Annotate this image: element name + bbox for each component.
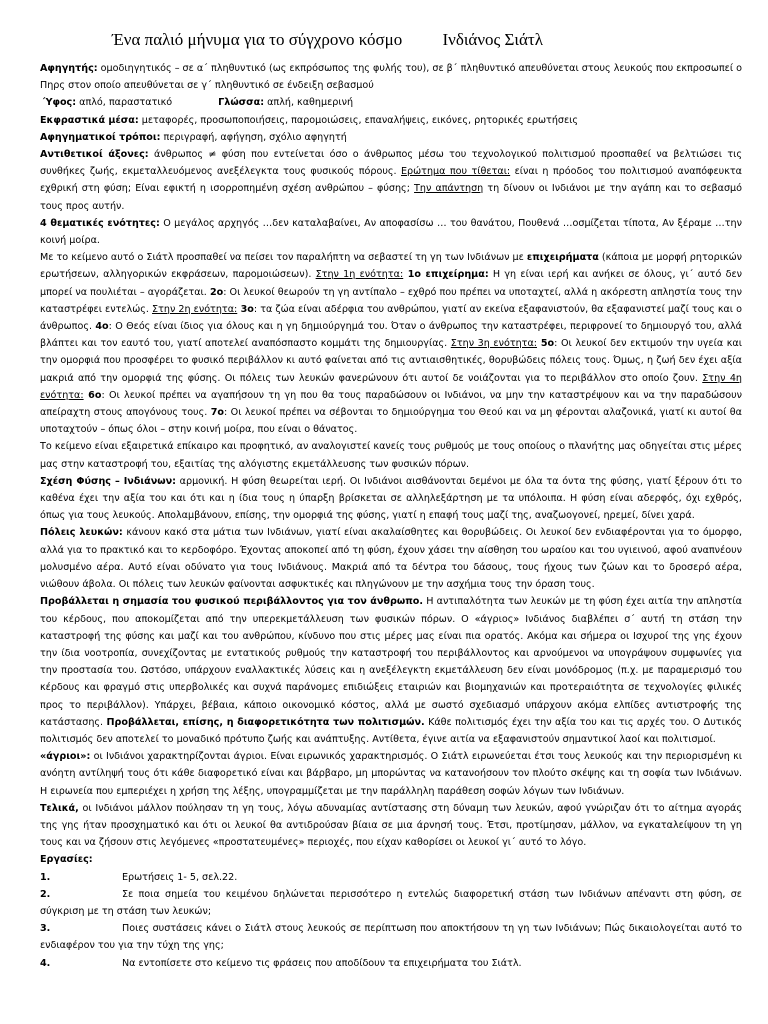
tasks-list xyxy=(40,869,742,972)
document-title xyxy=(40,28,742,52)
title-text: Ένα παλιό μήνυμα για το σύγχρονο κόσμο xyxy=(112,30,403,49)
argument-7-text: : Οι λευκοί πρέπει να σέβονται το δημιούργημα του Θεού και να μη φέρονται αλαζονικά, γιατί κι αυτοί θα υποταχτούν – όπως όλοι – στην κοινή μοίρα, που είναι ο θάνατος. xyxy=(40,407,742,436)
task-item xyxy=(40,920,742,954)
relation-text: αρμονική. Η φύση θεωρείται ιερή. Οι Ινδιάνοι αισθάνονται δεμένοι με όλα τα όντα της φύσης, γιατί ξέρουν ότι το καθένα έχει την αξία του και ότι και η ίδια τους η ύπαρξη βρίσκεται σε αλληλεξάρτηση με τα υπόλοιπα. Η φύση είναι αδερφός, όχι εχθρός, όπως για τους λευκούς. Απολαμβάνουν, επίσης, την ομορφιά της φύσης, γιατί η επαφή τους μαζί της, αναζωογονεί, ηρεμεί, δίνει χαρά. xyxy=(40,475,743,522)
tasks-heading xyxy=(40,851,742,868)
task-item xyxy=(40,886,742,920)
environment-text-1: Η αντιπαλότητα των λευκών με τη φύση έχει αιτία την απληστία του κέρδους, που αποκομίζεται από την υπερεκμετάλλευση των φυσικών πόρων. Ο «άγριος» Ινδιάνος διαβλέπει σ΄ αυτή τη στάση την καταστροφή της φύσης και μαζί και του ανθρώπου, κίνδυνο που στις μέρες μας είναι πια ορατός. Ακόμα και σήμερα οι Ισχυροί της γης έχουν την ίδια νοοτροπία, συνεχίζοντας με εντατικούς ρυθμούς την καταστροφή του περιβάλλοντος και αρνούμενοι να υπογράψουν συμφωνίες για την προστασία του. Ωστόσο, υπάρχουν εναλλακτικές λύσεις και η ανεξέλεγκτη εκμετάλλευση δεν είναι μονόδρομος (π.χ. με παραμερισμό του κέρδους και φραγμό στις υπερβολικές και συχνά παράνομες επιδιώξεις εταιριών και βιομηχανιών και προτεραιότητα σε τεχνολογίες φιλικές προς το περιβάλλον). Υπάρχει, βέβαια, κάποιο οικονομικό κόστος, αλλά με σωστό σχεδιασμό υπάρχουν ακόμα ελπίδες αντιστροφής της κατάστασης. xyxy=(40,596,742,728)
relation-label: Σχέση Φύσης – Ινδιάνων: xyxy=(40,475,176,487)
argument-3-text: : τα ζώα είναι αδέρφια του ανθρώπου, γιατί αν εκείνα εξαφανιστούν, θα εξαφανιστεί μαζί τους και ο άνθρωπος. xyxy=(40,303,742,333)
style-paragraph xyxy=(40,94,742,111)
units-paragraph xyxy=(40,215,742,249)
axes-label: Αντιθετικοί άξονες: xyxy=(40,149,149,161)
task-item xyxy=(40,869,742,886)
units-label: 4 θεματικές ενότητες: xyxy=(40,217,160,229)
environment-paragraph xyxy=(40,593,742,748)
argument-4-text: : Ο Θεός είναι ίδιος για όλους και η γη δημιούργημά του. Όταν ο άνθρωπος την καταστρέφει, περιφρονεί το δημιουργό του, αλλά βλάπτει και τον εαυτό του, γιατί αποτελεί αναπόσπαστο κομμάτι της δημιουργίας. xyxy=(40,321,742,350)
arguments-keyword: επιχειρήματα xyxy=(526,252,599,264)
task-text: Ερωτήσεις 1- 5, σελ.22. xyxy=(122,871,238,883)
cities-paragraph xyxy=(40,524,742,593)
argument-4-label: 4ο xyxy=(95,321,109,333)
cities-text: κάνουν κακό στα μάτια των Ινδιάνων, γιατί είναι ακαλαίσθητες και θορυβώδεις. Οι λευκοί δεν ενδιαφέρονται για το όμορφο, αλλά για το πρακτικό και το κερδοφόρο. Έχοντας αποκοπεί από τη φύση, έχουν χάσει την αίσθηση του ωραίου και του υγιεινού, αφού αναπνέουν μολυσμένο αέρα. Αυτό είναι οδύνατο για τους Ινδιάνους. Μακριά από τα δέντρα του δάσους, τους ήχους των ζώων και το δροσερό αέρα, νιώθουν άβολα. Οι πόλεις των λευκών φαίνονται ασφυκτικές και πληγώνουν με την ασχήμια τους την όραση τους. xyxy=(40,527,743,591)
cities-label: Πόλεις λευκών: xyxy=(40,527,123,539)
cultures-label: Προβάλλεται, επίσης, η διαφορετικότητα των πολιτισμών. xyxy=(106,716,425,728)
finally-paragraph xyxy=(40,800,742,852)
unit-4-heading: Στην 4η ενότητα: xyxy=(40,372,743,401)
arguments-text: (κάποια με μορφή ρητορικών ερωτήσεων, αλληγορικών εκφράσεων, παρομοιώσεων). xyxy=(40,252,742,281)
argument-6-label: 6ο xyxy=(83,389,102,401)
task-number: 3. xyxy=(40,923,51,935)
language-label: Γλώσσα: xyxy=(218,97,265,109)
narrative-modes-label: Αφηγηματικοί τρόποι: xyxy=(40,131,161,143)
language-text: απλή, καθημερινή xyxy=(264,97,354,109)
units-text: Ο μεγάλος αρχηγός …δεν καταλαβαίνει, Αν αποφασίσω … του θανάτου, Πουθενά …οσμίζεται τίποτα, Αν ξέραμε …την κοινή μοίρα. xyxy=(40,217,742,247)
question-heading: Ερώτημα που τίθεται: xyxy=(401,166,511,178)
style-text: απλό, παραστατικό xyxy=(76,97,173,109)
unit-1-heading: Στην 1η ενότητα: xyxy=(315,269,404,281)
expressive-label: Εκφραστικά μέσα: xyxy=(40,114,139,126)
argument-2-text: : Οι λευκοί θεωρούν τη γη αντίπαλο – εχθρό που πρέπει να υποταχτεί, αλλά η ακόρεστη απληστία τους την καταστρέφει εντελώς. xyxy=(40,286,742,315)
environment-text-2: Κάθε πολιτισμός έχει την αξία του και τις αρχές του. Ο Δυτικός πολιτισμός δεν αποτελεί το μοναδικό πρότυπο ζωής και ανάπτυξης. Αντίθετα, έγινε αιτία να εξαφανιστούν σημαντικοί λαοί και πολιτισμοί. xyxy=(40,716,742,745)
expressive-paragraph xyxy=(40,112,742,129)
savages-text: οι Ινδιάνοι χαρακτηρίζονται άγριοι. Είναι ειρωνικός χαρακτηρισμός. Ο Σιάτλ ειρωνεύεται έτσι τους λευκούς και την περιορισμένη κι ανόητη αντίληψή τους ότι κάθε διαφορετικό είναι και βάρβαρο, μη μπορώντας να κατανοήσουν τον πλούτο σκέψης και τη σοφία των Ινδιάνων. Η ειρωνεία που εμπεριέχει η χρήση της λέξης, υπογραμμίζεται με την παράλληλη παράθεση σοφών λόγων των Ινδιάνων. xyxy=(40,751,742,797)
task-number: 1. xyxy=(40,871,51,883)
task-item xyxy=(40,955,742,972)
answer-heading: Την απάντηση xyxy=(414,183,484,195)
relation-paragraph xyxy=(40,473,742,525)
axes-text-1: άνθρωπος ≠ φύση που εντείνεται όσο ο άνθρωπος μέσω του τεχνολογικού πολιτισμού προσπαθεί να βελτιώσει τις συνθήκες ζωής, εκμεταλλευόμενος ανεξέλεγκτα τους φυσικούς πόρους. xyxy=(40,149,742,178)
argument-1-text: Η γη είναι ιερή και ανήκει σε όλους, γι΄ αυτό δεν μπορεί να πουλιέται – αγοράζεται. xyxy=(40,269,742,298)
axes-text-3: τη δίνουν οι Ινδιάνοι με την αγάπη και το σεβασμό τους προς αυτήν. xyxy=(40,183,743,212)
task-number: 4. xyxy=(40,957,51,969)
author-name: Ινδιάνος Σιάτλ xyxy=(442,30,543,49)
argument-7-label: 7ο xyxy=(210,407,224,419)
narrator-text: ομοδιηγητικός – σε α΄ πληθυντικό (ως εκπρόσωπος της φυλής του), σε β΄ πληθυντικό απευθύνεται στους λευκούς που εκπροσωπεί ο Πηρς στον οποίο απευθύνεται σε γ΄ πληθυντικό σε ένδειξη σεβασμού xyxy=(40,63,742,92)
savages-paragraph xyxy=(40,748,742,800)
environment-label: Προβάλλεται η σημασία του φυσικού περιβάλλοντος για τον άνθρωπο. xyxy=(40,596,424,608)
narrator-label: Αφηγητής: xyxy=(40,63,98,74)
argument-5-text: : Οι λευκοί δεν εκτιμούν την υγεία και την ομορφιά που προσφέρει το φυσικό περιβάλλον κι αυτό φαίνεται από τις αντιαισθητικές, θορυβώδεις πόλεις τους. Όμως, η ζωή δεν έχει αξία μακριά από την ομορφιά της φύσης. Οι πόλεις των λευκών φανερώνουν ότι αυτοί δε νοιάζονται για το περιβάλλον στο οποίο ζουν. xyxy=(40,338,742,384)
argument-1-label: 1ο επιχείρημα: xyxy=(403,269,489,281)
argument-2-label: 2ο xyxy=(209,286,224,298)
argument-5-label: 5ο xyxy=(537,338,555,350)
argument-6-text: : Οι λευκοί πρέπει να αγαπήσουν τη γη που θα τους παραδώσουν οι Ινδιάνοι, να μην την καταστρέψουν και να την παραδώσουν απείραχτη στους απογόνους τους. xyxy=(40,389,743,419)
task-number: 2. xyxy=(40,888,51,900)
narrator-paragraph xyxy=(40,60,742,94)
style-label: Ύφος: xyxy=(43,97,77,109)
unit-3-heading: Στην 3η ενότητα: xyxy=(450,338,538,350)
narrative-modes-paragraph xyxy=(40,129,742,146)
finally-label: Τελικά, xyxy=(40,802,79,814)
narrative-modes-text: περιγραφή, αφήγηση, σχόλιο αφηγητή xyxy=(160,131,347,143)
axes-paragraph xyxy=(40,146,742,215)
unit-2-heading: Στην 2η ενότητα: xyxy=(152,303,238,315)
task-text: Να εντοπίσετε στο κείμενο τις φράσεις που αποδίδουν τα επιχειρήματα του Σιάτλ. xyxy=(122,957,522,969)
expressive-text: μεταφορές, προσωποποιήσεις, παρομοιώσεις, επαναλήψεις, εικόνες, ρητορικές ερωτήσεις xyxy=(138,114,579,126)
tasks-label: Εργασίες: xyxy=(40,854,93,866)
task-text: Σε ποια σημεία του κειμένου δηλώνεται περισσότερο η εντελώς διαφορετική στάση των Ινδιάνων απέναντι στη φύση, σε σύγκριση με τη στάση των λευκών; xyxy=(40,888,742,917)
task-text: Ποιες συστάσεις κάνει ο Σιάτλ στους λευκούς σε περίπτωση που αποκτήσουν τη γη των Ινδιάνων; Πώς δικαιολογείται αυτό το ενδιαφέρον του για την τύχη της γης; xyxy=(40,923,742,952)
savages-label: «άγριοι»: xyxy=(40,751,91,763)
arguments-paragraph xyxy=(40,249,742,438)
axes-text-2: είναι η πρόοδος του πολιτισμού αναπόφευκτα εχθρική στη φύση; Είναι εφικτή η ισορροπημένη σχέση ανθρώπου – φύσης; xyxy=(40,166,742,195)
argument-3-label: 3ο xyxy=(237,303,254,315)
finally-text: οι Ινδιάνοι μάλλον πούλησαν τη γη τους, λόγω αδυναμίας αντίστασης στη δύναμη των λευκών, αφού γνώριζαν ότι το αίτημα αγοράς της γης ήταν προσχηματικό και ότι οι λευκοί θα αντιδρούσαν βίαια σε μια άρνησή τους. Έτσι, προτίμησαν, μάλλον, να εγκαταλείψουν τη γη τους και να ζήσουν στις λεγόμενες «προστατευμένες» περιοχές, που είχαν καθορίσει οι λευκοί γι΄ αυτό το λόγο. xyxy=(40,802,742,849)
relevance-paragraph: Το κείμενο είναι εξαιρετικά επίκαιρο και προφητικό, αν αναλογιστεί κανείς τους ρυθμούς με τους οποίους ο πλανήτης μας οδηγείται στις μέρες μας στην καταστροφή του, εξαιτίας της αλόγιστης εκμετάλλευσης των φυσικών πόρων. xyxy=(40,441,742,470)
arguments-text: Με το κείμενο αυτό ο Σιάτλ προσπαθεί να πείσει τον παραλήπτη να σεβαστεί τη γη των Ινδιάνων με xyxy=(40,252,527,264)
